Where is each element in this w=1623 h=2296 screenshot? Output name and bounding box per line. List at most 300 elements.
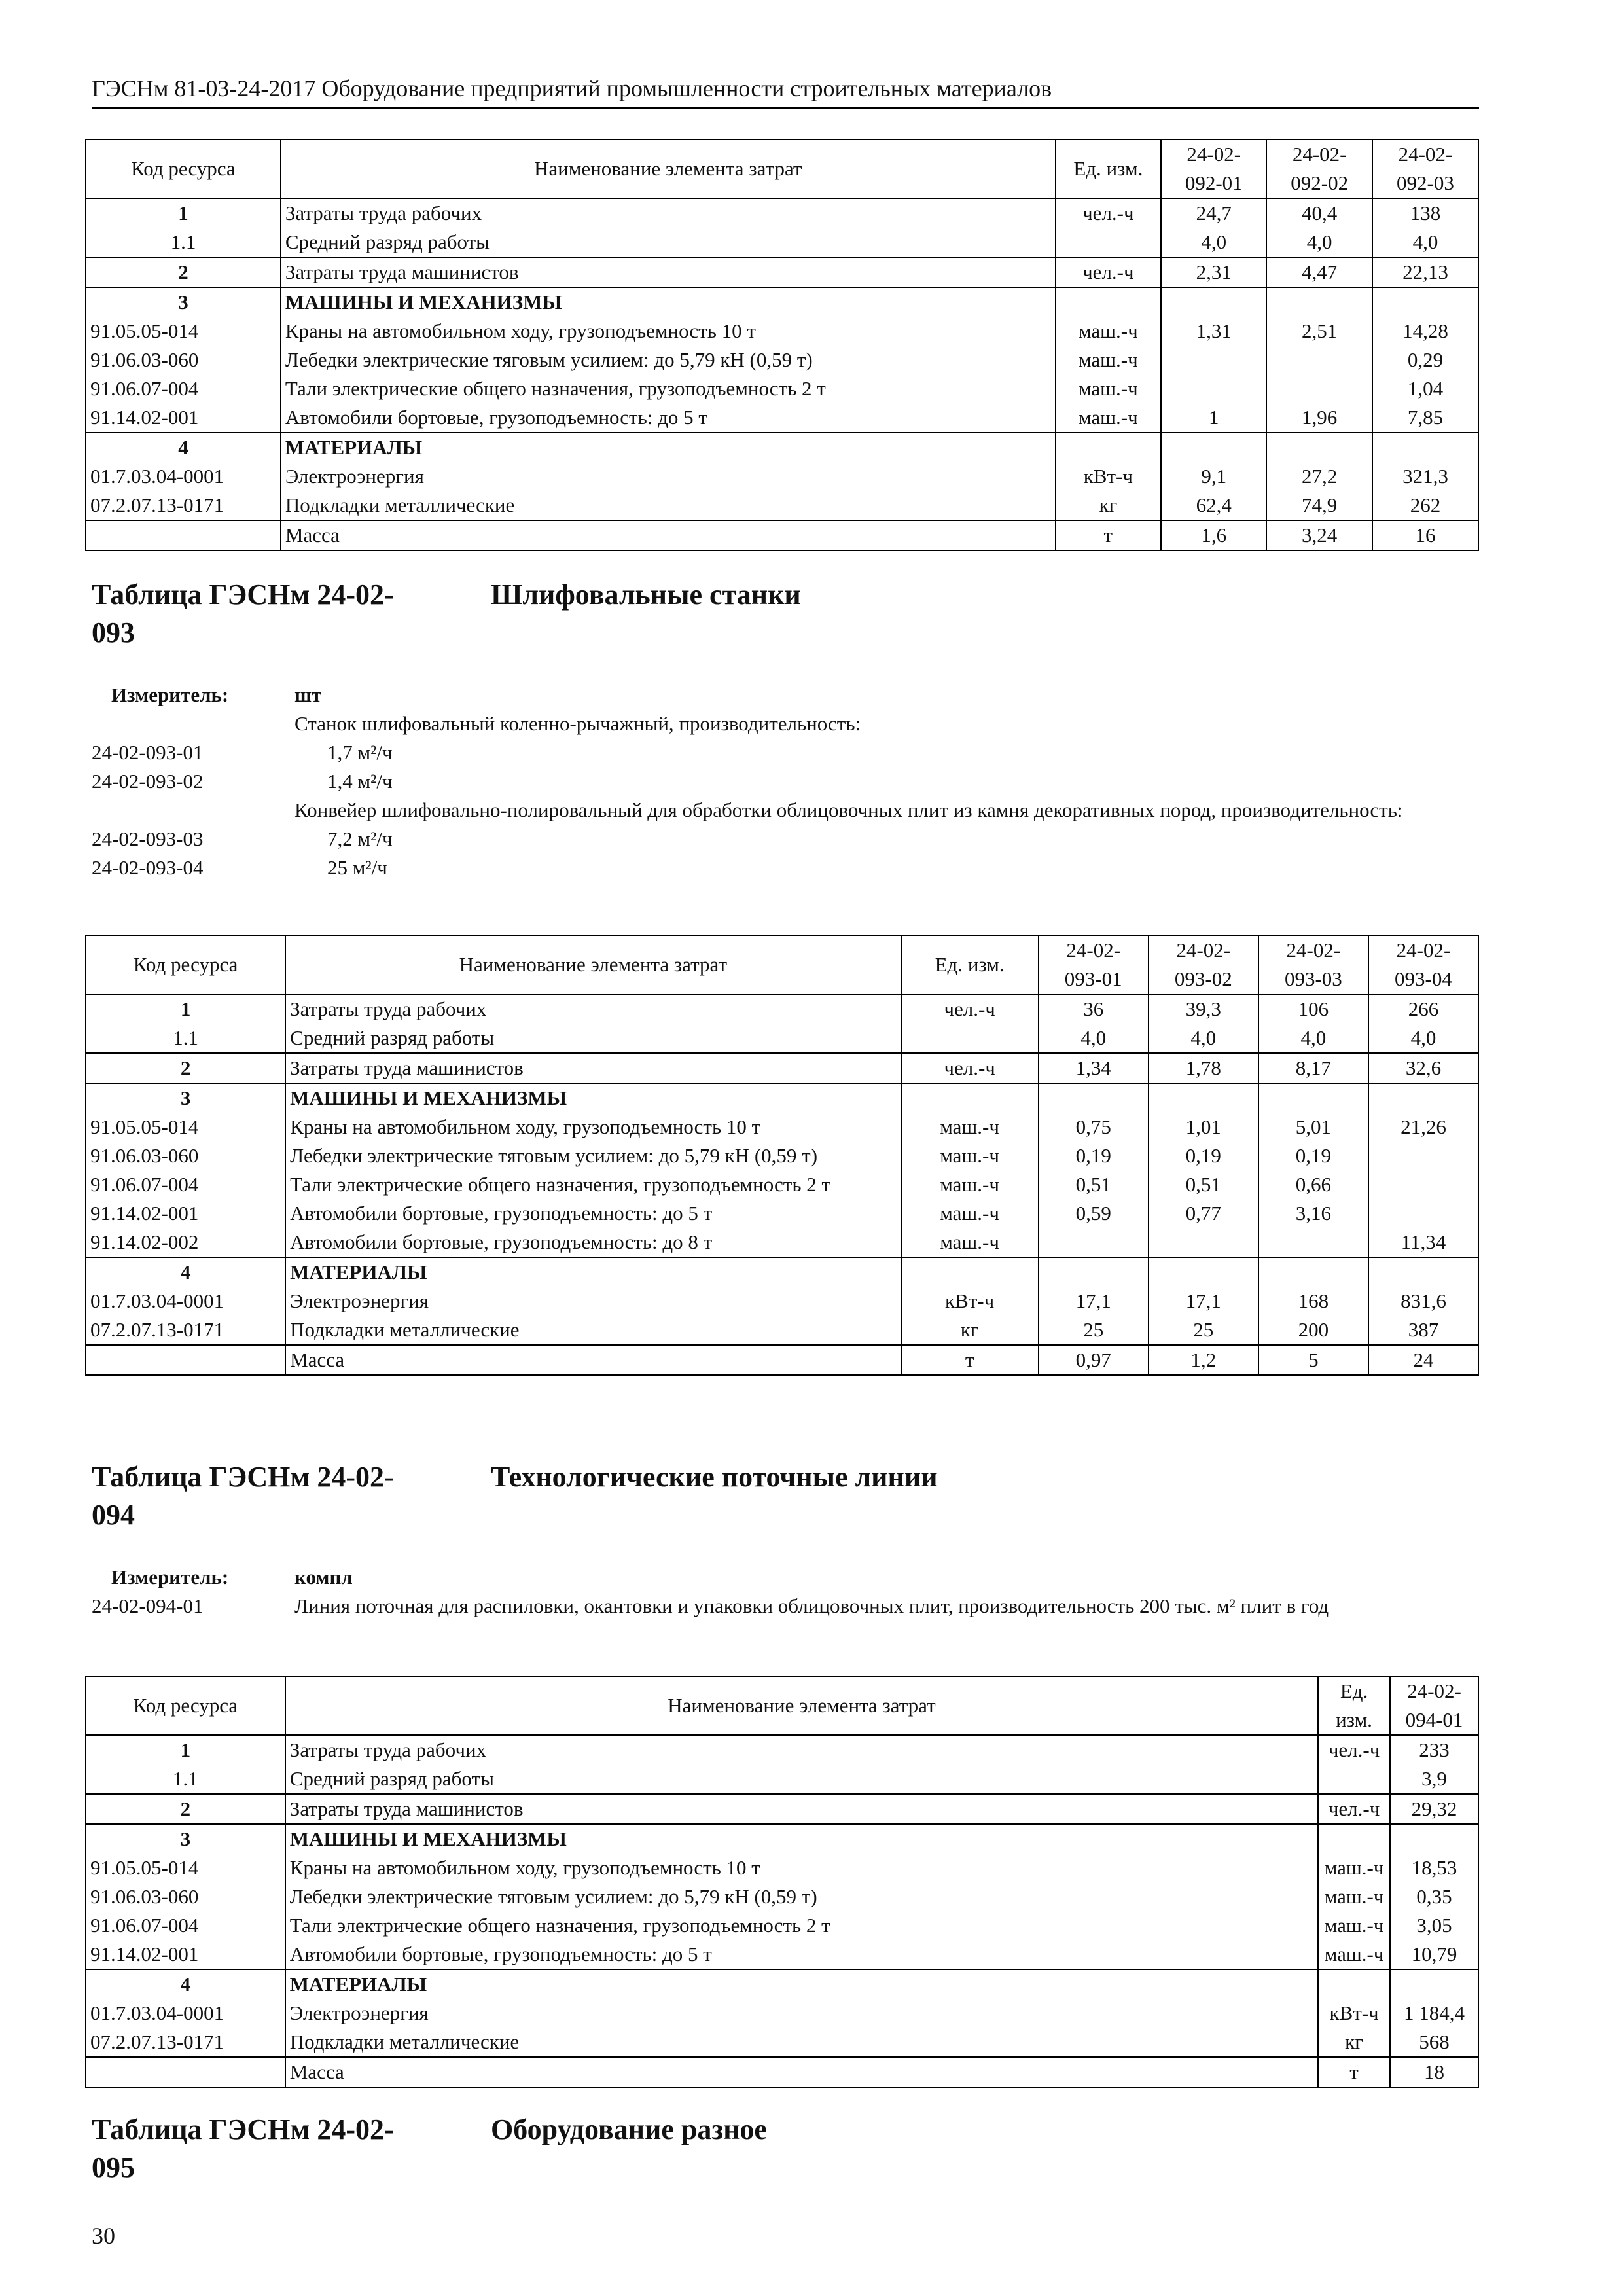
table-row (86, 491, 1478, 520)
cell-value: 387 (1368, 1316, 1478, 1345)
resource-table-094 (85, 1676, 1479, 2088)
header-unit: Ед. изм. (901, 935, 1039, 994)
cell-name: Автомобили бортовые, грузоподъемность: до 8 т (285, 1228, 901, 1257)
meter-code: 24-02-093-02 (92, 770, 204, 793)
meter-text: 7,2 м²/ч (327, 827, 393, 850)
cell-value: 25 (1149, 1316, 1258, 1345)
cell-value: 200 (1258, 1316, 1368, 1345)
table-row (86, 1969, 1478, 1999)
cell-name: Средний разряд работы (281, 228, 1056, 257)
cell-value: 0,66 (1258, 1170, 1368, 1199)
cell-value (1258, 1257, 1368, 1287)
cell-value: 4,0 (1039, 1024, 1149, 1053)
header-column-code: 24-02- 094-01 (1390, 1676, 1478, 1735)
cell-value: 5,01 (1258, 1113, 1368, 1141)
cell-value (1161, 433, 1266, 462)
table-row (86, 257, 1478, 287)
table-row (86, 1053, 1478, 1083)
meter-text: 1,4 м²/ч (327, 770, 393, 793)
cell-code: 91.06.07-004 (86, 374, 281, 403)
meter-row (92, 681, 1479, 709)
cell-value: 0,77 (1149, 1199, 1258, 1228)
cell-unit: маш.-ч (1056, 374, 1161, 403)
meter-text: Конвейер шлифовально-полировальный для обработки облицовочных плит из камня декоративных пород, производительность: (294, 798, 1403, 821)
cell-value: 0,19 (1258, 1141, 1368, 1170)
table-row (86, 2057, 1478, 2087)
cell-unit (901, 1257, 1039, 1287)
cell-name: Автомобили бортовые, грузоподъемность: до 5 т (285, 1199, 901, 1228)
header-name: Наименование элемента затрат (285, 1676, 1318, 1735)
cell-unit: маш.-ч (1056, 317, 1161, 346)
cell-value (1390, 1824, 1478, 1854)
page-header: ГЭСНм 81-03-24-2017 Оборудование предприятий промышленности строительных материалов (92, 75, 1479, 109)
cell-value (1372, 287, 1478, 317)
cell-value: 1,01 (1149, 1113, 1258, 1141)
cell-code: 1.1 (86, 1024, 285, 1053)
header-name: Наименование элемента затрат (285, 935, 901, 994)
cell-value: 3,16 (1258, 1199, 1368, 1228)
cell-value: 9,1 (1161, 462, 1266, 491)
cell-name: МАТЕРИАЛЫ (285, 1969, 1318, 1999)
cell-value: 1,78 (1149, 1053, 1258, 1083)
cell-code: 01.7.03.04-0001 (86, 462, 281, 491)
cell-value (1266, 287, 1372, 317)
header-column-code: 24-02- 093-01 (1039, 935, 1149, 994)
cell-code: 91.14.02-001 (86, 1940, 285, 1969)
cell-value: 24,7 (1161, 198, 1266, 228)
cell-value (1149, 1083, 1258, 1113)
cell-value (1368, 1141, 1478, 1170)
cell-unit: кг (901, 1316, 1039, 1345)
header-column-code: 24-02- 092-01 (1161, 139, 1266, 198)
cell-value (1258, 1228, 1368, 1257)
cell-name: Затраты труда рабочих (281, 198, 1056, 228)
header-code: Код ресурса (86, 139, 281, 198)
cell-code: 91.05.05-014 (86, 317, 281, 346)
cell-value (1368, 1170, 1478, 1199)
meter-code: 24-02-093-01 (92, 741, 204, 764)
cell-name: Масса (281, 520, 1056, 550)
cell-value: 74,9 (1266, 491, 1372, 520)
cell-code: 3 (86, 1824, 285, 1854)
cell-name: Затраты труда рабочих (285, 1735, 1318, 1765)
table-row (86, 1794, 1478, 1824)
table-row (86, 403, 1478, 433)
cell-value: 262 (1372, 491, 1478, 520)
cell-value: 233 (1390, 1735, 1478, 1765)
cell-value: 5 (1258, 1345, 1368, 1375)
cell-value (1039, 1228, 1149, 1257)
cell-code: 91.06.03-060 (86, 1141, 285, 1170)
cell-name: Подкладки металлические (281, 491, 1056, 520)
cell-code: 07.2.07.13-0171 (86, 1316, 285, 1345)
cell-unit: чел.-ч (901, 1053, 1039, 1083)
cell-unit: кВт-ч (1056, 462, 1161, 491)
table-title-094 (92, 1458, 938, 1534)
cell-unit: маш.-ч (901, 1199, 1039, 1228)
cell-name: Лебедки электрические тяговым усилием: до 5,79 кН (0,59 т) (281, 346, 1056, 374)
header-column-code: 24-02- 093-03 (1258, 935, 1368, 994)
cell-value (1039, 1083, 1149, 1113)
meter-row (92, 825, 1479, 853)
cell-value: 4,0 (1368, 1024, 1478, 1053)
table-row (86, 287, 1478, 317)
table-title-095 (92, 2111, 767, 2187)
cell-name: Тали электрические общего назначения, грузоподъемность 2 т (285, 1170, 901, 1199)
cell-unit: маш.-ч (901, 1141, 1039, 1170)
table-row (86, 1911, 1478, 1940)
cell-value: 3,9 (1390, 1765, 1478, 1794)
cell-value (1368, 1083, 1478, 1113)
cell-value: 3,24 (1266, 520, 1372, 550)
cell-value (1149, 1228, 1258, 1257)
meter-label: Измеритель: (111, 683, 229, 706)
cell-name: МАШИНЫ И МЕХАНИЗМЫ (285, 1083, 901, 1113)
cell-unit: маш.-ч (1318, 1940, 1390, 1969)
cell-unit: маш.-ч (1056, 403, 1161, 433)
meter-code: 24-02-094-01 (92, 1594, 204, 1617)
cell-value: 1 (1161, 403, 1266, 433)
table-row (86, 2028, 1478, 2057)
cell-code: 1 (86, 994, 285, 1024)
cell-name: Затраты труда рабочих (285, 994, 901, 1024)
cell-value: 0,51 (1149, 1170, 1258, 1199)
cell-code: 91.05.05-014 (86, 1854, 285, 1882)
cell-name: Лебедки электрические тяговым усилием: до 5,79 кН (0,59 т) (285, 1882, 1318, 1911)
table-row (86, 346, 1478, 374)
cell-value (1161, 374, 1266, 403)
cell-value: 1,6 (1161, 520, 1266, 550)
cell-code (86, 1345, 285, 1375)
cell-name: Тали электрические общего назначения, грузоподъемность 2 т (285, 1911, 1318, 1940)
table-name: Оборудование разное (491, 2113, 767, 2145)
cell-value: 10,79 (1390, 1940, 1478, 1969)
cell-code: 1.1 (86, 228, 281, 257)
cell-name: МАШИНЫ И МЕХАНИЗМЫ (285, 1824, 1318, 1854)
table-row (86, 1199, 1478, 1228)
cell-value: 4,0 (1266, 228, 1372, 257)
table-row (86, 1083, 1478, 1113)
header-column-code: 24-02- 093-04 (1368, 935, 1478, 994)
table-number: Таблица ГЭСНм 24-02- 094 (92, 1461, 394, 1531)
table-row (86, 1882, 1478, 1911)
cell-unit (1318, 1969, 1390, 1999)
table-row (86, 228, 1478, 257)
cell-unit: кг (1056, 491, 1161, 520)
header-code: Код ресурса (86, 1676, 285, 1735)
cell-value: 18,53 (1390, 1854, 1478, 1882)
cell-value: 4,0 (1161, 228, 1266, 257)
table-name: Шлифовальные станки (491, 579, 801, 611)
cell-code: 2 (86, 1053, 285, 1083)
cell-value: 0,29 (1372, 346, 1478, 374)
table-row (86, 1854, 1478, 1882)
cell-code: 91.06.03-060 (86, 346, 281, 374)
cell-name: Электроэнергия (281, 462, 1056, 491)
cell-unit: кВт-ч (901, 1287, 1039, 1316)
meter-text: Станок шлифовальный коленно-рычажный, производительность: (294, 712, 861, 735)
meter-text: 1,7 м²/ч (327, 741, 393, 764)
cell-unit: чел.-ч (1056, 198, 1161, 228)
cell-value: 17,1 (1149, 1287, 1258, 1316)
cell-value: 24 (1368, 1345, 1478, 1375)
cell-unit: кВт-ч (1318, 1999, 1390, 2028)
meter-unit: шт (294, 683, 322, 706)
meter-code: 24-02-093-04 (92, 856, 204, 879)
cell-value: 1 184,4 (1390, 1999, 1478, 2028)
cell-value: 831,6 (1368, 1287, 1478, 1316)
cell-name: МАТЕРИАЛЫ (281, 433, 1056, 462)
meter-text: 25 м²/ч (327, 856, 387, 879)
resource-table-092 (85, 139, 1479, 551)
cell-code: 91.14.02-001 (86, 1199, 285, 1228)
header-column-code: 24-02- 092-02 (1266, 139, 1372, 198)
cell-value: 266 (1368, 994, 1478, 1024)
cell-value: 4,0 (1149, 1024, 1258, 1053)
table-row (86, 317, 1478, 346)
cell-value: 1,04 (1372, 374, 1478, 403)
meter-row (92, 709, 1479, 738)
cell-name: МАТЕРИАЛЫ (285, 1257, 901, 1287)
cell-value: 168 (1258, 1287, 1368, 1316)
cell-name: Электроэнергия (285, 1999, 1318, 2028)
cell-value: 3,05 (1390, 1911, 1478, 1940)
cell-value: 36 (1039, 994, 1149, 1024)
cell-code: 91.06.07-004 (86, 1911, 285, 1940)
table-row (86, 374, 1478, 403)
table-row (86, 1940, 1478, 1969)
cell-unit (1318, 1765, 1390, 1794)
cell-name: Тали электрические общего назначения, грузоподъемность 2 т (281, 374, 1056, 403)
meter-row (92, 853, 1479, 882)
cell-value: 8,17 (1258, 1053, 1368, 1083)
header-name: Наименование элемента затрат (281, 139, 1056, 198)
cell-value: 62,4 (1161, 491, 1266, 520)
cell-value: 0,51 (1039, 1170, 1149, 1199)
meter-text: Линия поточная для распиловки, окантовки и упаковки облицовочных плит, производительность 200 тыс. м² плит в год (294, 1594, 1329, 1617)
cell-code: 4 (86, 1969, 285, 1999)
cell-value: 1,34 (1039, 1053, 1149, 1083)
cell-value: 1,2 (1149, 1345, 1258, 1375)
resource-table-093 (85, 935, 1479, 1376)
cell-unit (901, 1024, 1039, 1053)
cell-value: 11,34 (1368, 1228, 1478, 1257)
table-row (86, 433, 1478, 462)
cell-value (1368, 1257, 1478, 1287)
header-unit: Ед. изм. (1056, 139, 1161, 198)
meter-row (92, 1592, 1479, 1621)
header-unit: Ед. изм. (1318, 1676, 1390, 1735)
cell-value: 106 (1258, 994, 1368, 1024)
cell-unit: чел.-ч (1318, 1735, 1390, 1765)
cell-code (86, 520, 281, 550)
meter-block-094 (92, 1563, 1479, 1621)
cell-code: 07.2.07.13-0171 (86, 2028, 285, 2057)
cell-unit: т (901, 1345, 1039, 1375)
cell-value: 32,6 (1368, 1053, 1478, 1083)
cell-value (1266, 346, 1372, 374)
meter-row (92, 796, 1479, 825)
cell-unit: маш.-ч (901, 1228, 1039, 1257)
cell-value: 21,26 (1368, 1113, 1478, 1141)
cell-value: 0,19 (1149, 1141, 1258, 1170)
cell-name: Подкладки металлические (285, 1316, 901, 1345)
cell-value: 2,31 (1161, 257, 1266, 287)
cell-value: 4,47 (1266, 257, 1372, 287)
cell-unit: маш.-ч (901, 1113, 1039, 1141)
table-row (86, 462, 1478, 491)
cell-value: 25 (1039, 1316, 1149, 1345)
table-row (86, 1141, 1478, 1170)
header-column-code: 24-02- 093-02 (1149, 935, 1258, 994)
cell-code: 07.2.07.13-0171 (86, 491, 281, 520)
cell-value (1390, 1969, 1478, 1999)
cell-value: 0,75 (1039, 1113, 1149, 1141)
cell-code (86, 2057, 285, 2087)
cell-value (1039, 1257, 1149, 1287)
table-number: Таблица ГЭСНм 24-02- 093 (92, 579, 394, 649)
table-name: Технологические поточные линии (491, 1461, 938, 1493)
meter-row (92, 738, 1479, 767)
cell-unit (901, 1083, 1039, 1113)
table-row (86, 994, 1478, 1024)
cell-value (1149, 1257, 1258, 1287)
cell-value: 4,0 (1258, 1024, 1368, 1053)
table-row (86, 1257, 1478, 1287)
cell-value: 16 (1372, 520, 1478, 550)
header-code: Код ресурса (86, 935, 285, 994)
cell-name: МАШИНЫ И МЕХАНИЗМЫ (281, 287, 1056, 317)
cell-unit: маш.-ч (1056, 346, 1161, 374)
meter-row (92, 767, 1479, 796)
cell-value (1266, 433, 1372, 462)
cell-value: 17,1 (1039, 1287, 1149, 1316)
cell-code: 91.14.02-001 (86, 403, 281, 433)
cell-value (1161, 287, 1266, 317)
cell-name: Затраты труда машинистов (281, 257, 1056, 287)
table-row (86, 1228, 1478, 1257)
cell-unit: кг (1318, 2028, 1390, 2057)
cell-value (1368, 1199, 1478, 1228)
cell-value: 1,96 (1266, 403, 1372, 433)
cell-value: 40,4 (1266, 198, 1372, 228)
cell-name: Автомобили бортовые, грузоподъемность: до 5 т (281, 403, 1056, 433)
cell-code: 01.7.03.04-0001 (86, 1999, 285, 2028)
cell-value: 29,32 (1390, 1794, 1478, 1824)
cell-code: 2 (86, 1794, 285, 1824)
table-number: Таблица ГЭСНм 24-02- 095 (92, 2113, 394, 2183)
cell-name: Краны на автомобильном ходу, грузоподъемность 10 т (285, 1854, 1318, 1882)
cell-value: 138 (1372, 198, 1478, 228)
table-row (86, 1999, 1478, 2028)
cell-code: 91.06.07-004 (86, 1170, 285, 1199)
cell-name: Подкладки металлические (285, 2028, 1318, 2057)
table-row (86, 1024, 1478, 1053)
cell-value: 22,13 (1372, 257, 1478, 287)
meter-label: Измеритель: (111, 1566, 229, 1588)
cell-code: 91.06.03-060 (86, 1882, 285, 1911)
cell-code: 4 (86, 433, 281, 462)
meter-row (92, 1563, 1479, 1592)
cell-value (1161, 346, 1266, 374)
meter-unit: компл (294, 1566, 353, 1588)
cell-code: 1 (86, 198, 281, 228)
cell-unit (1318, 1824, 1390, 1854)
cell-name: Лебедки электрические тяговым усилием: до 5,79 кН (0,59 т) (285, 1141, 901, 1170)
cell-unit (1056, 433, 1161, 462)
page-number: 30 (92, 2223, 115, 2249)
cell-unit: маш.-ч (1318, 1854, 1390, 1882)
cell-code: 91.14.02-002 (86, 1228, 285, 1257)
cell-code: 4 (86, 1257, 285, 1287)
table-row (86, 1345, 1478, 1375)
cell-code: 3 (86, 1083, 285, 1113)
cell-value: 1,31 (1161, 317, 1266, 346)
cell-unit (1056, 228, 1161, 257)
cell-value: 18 (1390, 2057, 1478, 2087)
cell-unit: чел.-ч (1318, 1794, 1390, 1824)
cell-unit: т (1056, 520, 1161, 550)
cell-unit: т (1318, 2057, 1390, 2087)
cell-name: Средний разряд работы (285, 1765, 1318, 1794)
cell-name: Краны на автомобильном ходу, грузоподъемность 10 т (285, 1113, 901, 1141)
meter-block-093 (92, 681, 1479, 882)
table-row (86, 1170, 1478, 1199)
cell-value: 0,59 (1039, 1199, 1149, 1228)
cell-value: 39,3 (1149, 994, 1258, 1024)
cell-code: 91.05.05-014 (86, 1113, 285, 1141)
cell-name: Затраты труда машинистов (285, 1794, 1318, 1824)
table-title-093 (92, 576, 801, 652)
cell-unit: маш.-ч (901, 1170, 1039, 1199)
table-row (86, 1824, 1478, 1854)
cell-name: Масса (285, 2057, 1318, 2087)
cell-value (1266, 374, 1372, 403)
cell-value: 4,0 (1372, 228, 1478, 257)
cell-code: 2 (86, 257, 281, 287)
cell-code: 1 (86, 1735, 285, 1765)
cell-value: 568 (1390, 2028, 1478, 2057)
table-row (86, 1287, 1478, 1316)
table-row (86, 520, 1478, 550)
cell-value: 321,3 (1372, 462, 1478, 491)
cell-code: 1.1 (86, 1765, 285, 1794)
cell-unit: чел.-ч (901, 994, 1039, 1024)
cell-value: 14,28 (1372, 317, 1478, 346)
meter-code: 24-02-093-03 (92, 827, 204, 850)
table-row (86, 1316, 1478, 1345)
cell-value: 7,85 (1372, 403, 1478, 433)
cell-value: 0,19 (1039, 1141, 1149, 1170)
table-row (86, 198, 1478, 228)
cell-unit (1056, 287, 1161, 317)
cell-value (1258, 1083, 1368, 1113)
cell-name: Краны на автомобильном ходу, грузоподъемность 10 т (281, 317, 1056, 346)
table-row (86, 1113, 1478, 1141)
cell-name: Электроэнергия (285, 1287, 901, 1316)
cell-code: 3 (86, 287, 281, 317)
cell-value: 0,97 (1039, 1345, 1149, 1375)
cell-value: 2,51 (1266, 317, 1372, 346)
cell-name: Автомобили бортовые, грузоподъемность: до 5 т (285, 1940, 1318, 1969)
cell-name: Затраты труда машинистов (285, 1053, 901, 1083)
table-row (86, 1765, 1478, 1794)
header-column-code: 24-02- 092-03 (1372, 139, 1478, 198)
cell-unit: чел.-ч (1056, 257, 1161, 287)
cell-name: Масса (285, 1345, 901, 1375)
cell-unit: маш.-ч (1318, 1911, 1390, 1940)
table-row (86, 1735, 1478, 1765)
